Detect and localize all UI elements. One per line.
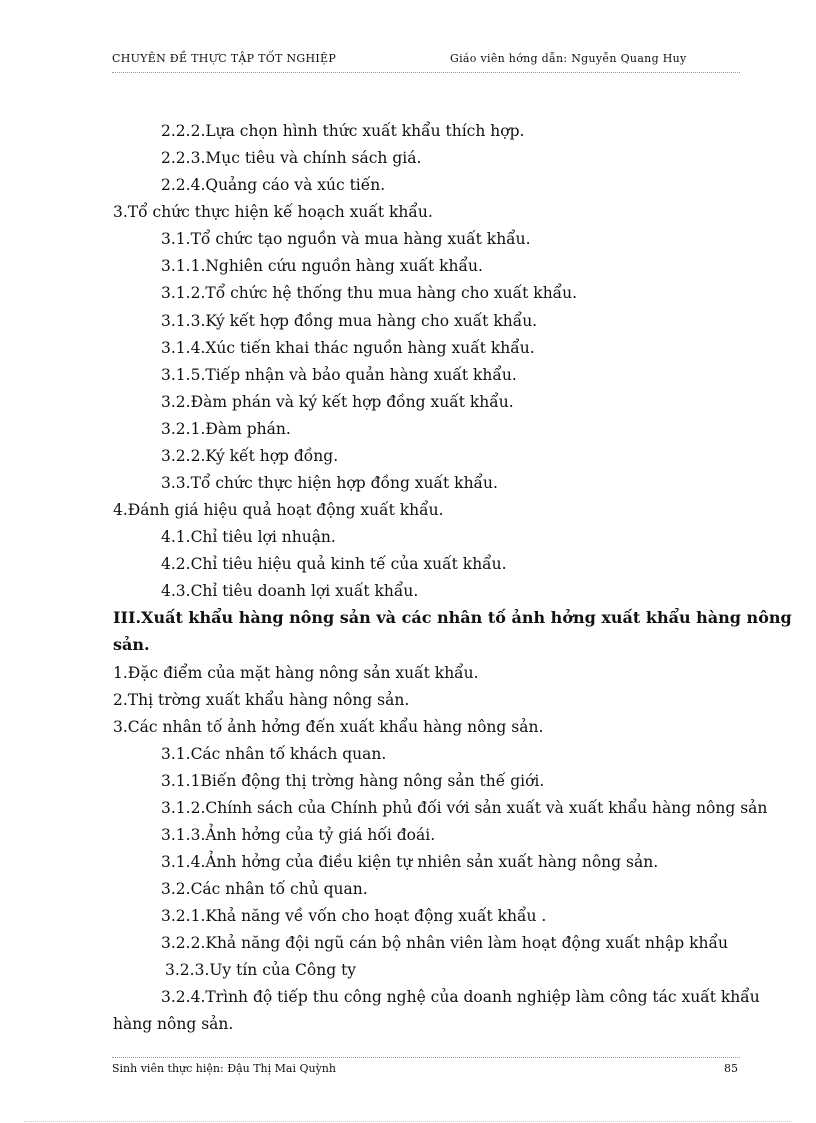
section-heading: III.Xuất khẩu hàng nông sản và các nhân tố ảnh hởng xuất khẩu hàng nông [113,608,792,627]
toc-line: 1.Đặc điểm của mặt hàng nông sản xuất khẩu. [113,664,479,682]
toc-line: 4.3.Chỉ tiêu doanh lợi xuất khẩu. [161,582,419,600]
toc-line: 4.Đánh giá hiệu quả hoạt động xuất khẩu. [113,501,444,519]
page-number: 85 [724,1062,738,1075]
toc-line: 3.1.4.Ảnh hởng của điều kiện tự nhiên sản xuất hàng nông sản. [161,853,659,871]
footer-author: Sinh viên thực hiện: Đậu Thị Mai Quỳnh [112,1062,336,1075]
toc-line: 4.2.Chỉ tiêu hiệu quả kinh tế của xuất khẩu. [161,555,507,573]
toc-line: 3.2.3.Uy tín của Công ty [165,961,357,979]
toc-line: 3.1.Tổ chức tạo nguồn và mua hàng xuất khẩu. [161,230,531,248]
page-edge [24,1121,792,1122]
toc-line: 3.1.3.Ảnh hởng của tỷ giá hối đoái. [161,826,436,844]
toc-line: 4.1.Chỉ tiêu lợi nhuận. [161,528,336,546]
toc-line: hàng nông sản. [113,1015,234,1033]
section-heading-cont: sản. [113,635,150,654]
header-supervisor: Giáo viên hớng dẫn: Nguyễn Quang Huy [450,52,687,65]
toc-line: 3.2.2.Khả năng đội ngũ cán bộ nhân viên làm hoạt động xuất nhập khẩu [161,934,728,952]
toc-line: 2.2.2.Lựa chọn hình thức xuất khẩu thích hợp. [161,122,525,140]
toc-line: 3.1.2.Chính sách của Chính phủ đối với sản xuất và xuất khẩu hàng nông sản [161,799,768,817]
toc-line: 3.1.1Biến động thị trờng hàng nông sản thế giới. [161,772,545,790]
toc-line: 3.1.Các nhân tố khách quan. [161,745,387,763]
toc-line: 3.2.1.Đàm phán. [161,420,291,438]
toc-line: 3.1.4.Xúc tiến khai thác nguồn hàng xuất khẩu. [161,339,535,357]
toc-line: 3.3.Tổ chức thực hiện hợp đồng xuất khẩu. [161,474,498,492]
toc-line: 3.1.5.Tiếp nhận và bảo quản hàng xuất khẩu. [161,366,517,384]
toc-line: 2.2.4.Quảng cáo và xúc tiến. [161,176,386,194]
toc-line: 3.2.2.Ký kết hợp đồng. [161,447,339,465]
toc-line: 3.2.Đàm phán và ký kết hợp đồng xuất khẩu. [161,393,514,411]
toc-line: 3.2.4.Trình độ tiếp thu công nghệ của doanh nghiệp làm công tác xuất khẩu [161,988,760,1006]
toc-line: 3.2.Các nhân tố chủ quan. [161,880,368,898]
header-title: CHUYÊN ĐỀ THỰC TẬP TỐT NGHIỆP [112,52,337,65]
toc-line: 3.1.3.Ký kết hợp đồng mua hàng cho xuất khẩu. [161,312,538,330]
header-divider [112,72,740,73]
toc-line: 3.1.2.Tổ chức hệ thống thu mua hàng cho xuất khẩu. [161,284,578,302]
toc-line: 3.2.1.Khả năng về vốn cho hoạt động xuất khẩu . [161,907,547,925]
toc-line: 3.Tổ chức thực hiện kế hoạch xuất khẩu. [113,203,433,221]
toc-line: 2.2.3.Mục tiêu và chính sách giá. [161,149,422,167]
footer-divider [112,1057,740,1058]
toc-line: 3.Các nhân tố ảnh hởng đến xuất khẩu hàng nông sản. [113,718,544,736]
toc-line: 3.1.1.Nghiên cứu nguồn hàng xuất khẩu. [161,257,483,275]
toc-line: 2.Thị trờng xuất khẩu hàng nông sản. [113,691,410,709]
